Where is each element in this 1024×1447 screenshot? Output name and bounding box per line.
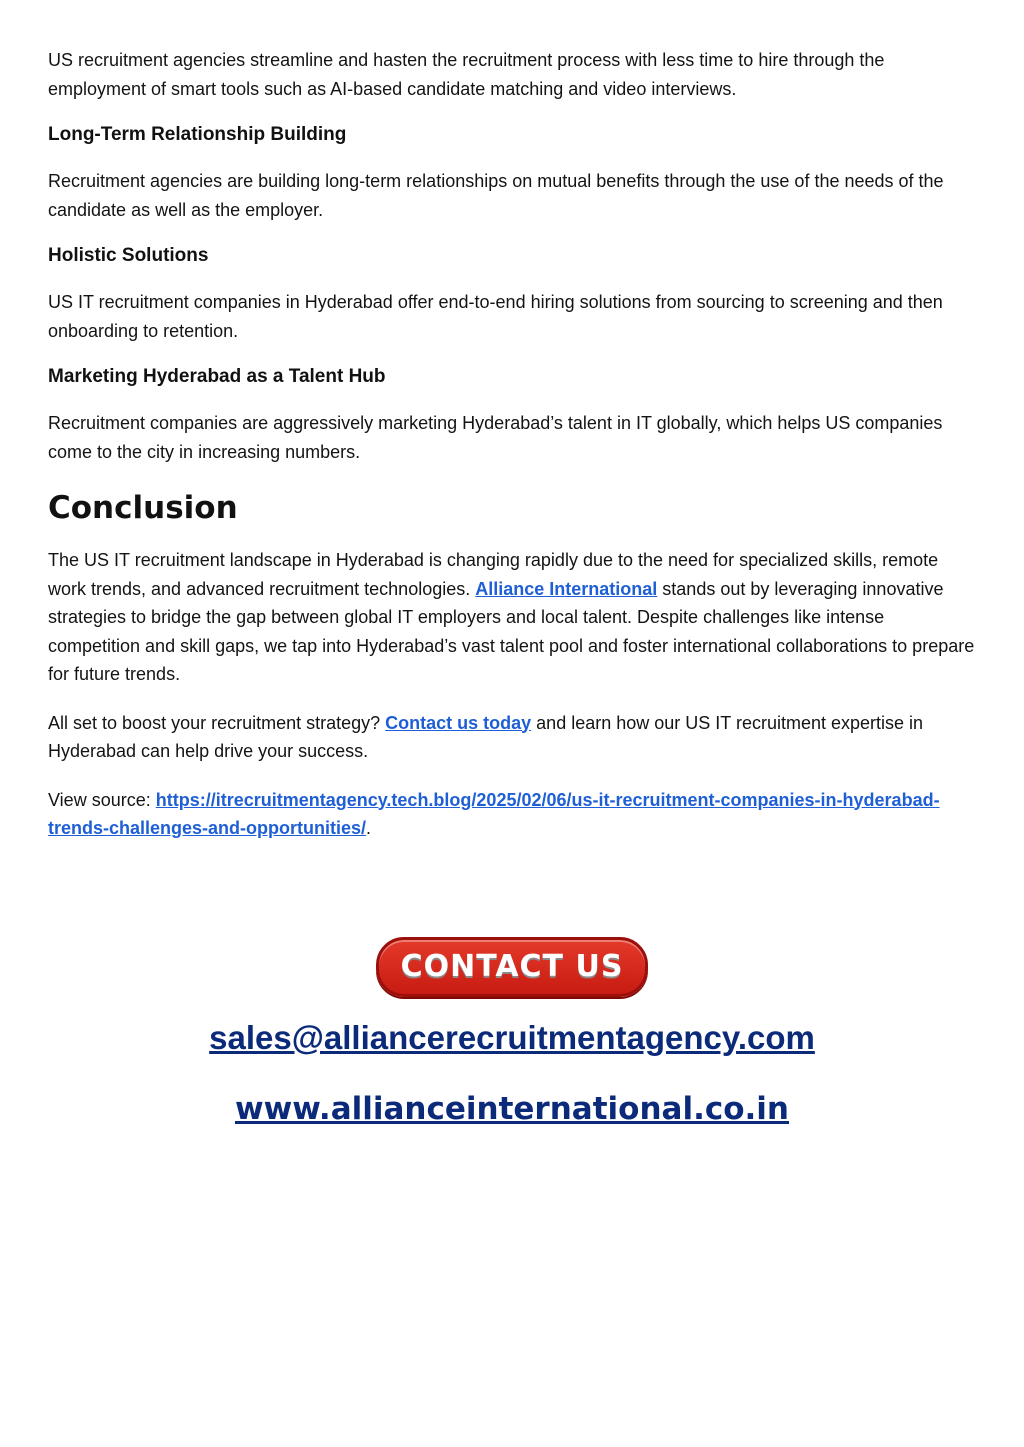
- source-url-link[interactable]: https://itrecruitmentagency.tech.blog/2025/02/06/us-it-recruitment-companies-in-hyderabad-trends-challenges-and-opportunities/: [48, 789, 940, 838]
- section-heading-talent-hub: Marketing Hyderabad as a Talent Hub: [48, 366, 386, 387]
- intro-paragraph: US recruitment agencies streamline and hasten the recruitment process with less time to hire through the employment of smart tools such as AI-based candidate matching and video interviews.: [48, 50, 885, 99]
- contact-us-banner: [0, 937, 1024, 997]
- section-text-talent-hub: Recruitment companies are aggressively marketing Hyderabad’s talent in IT globally, which helps US companies come to the city in increasing numbers.: [48, 413, 943, 462]
- conclusion-text-end: stands out by leveraging innovative strategies to bridge the gap between global IT employers and local talent. Despite challenges like intense competition and skill gaps, we tap into Hyderabad’s vast talent pool and foster international collaborations to prepare for future trends.: [48, 578, 975, 684]
- email-row: [0, 1019, 1024, 1057]
- cta-text-start: All set to boost your recruitment strategy?: [48, 712, 386, 733]
- website-row: [0, 1091, 1024, 1127]
- conclusion-text-start: The US IT recruitment landscape in Hyderabad is changing rapidly due to the need for specialized skills, remote work trends, and advanced recruitment technologies.: [48, 550, 939, 599]
- section-heading-relationship: Long-Term Relationship Building: [48, 124, 347, 145]
- source-paragraph: [48, 786, 976, 843]
- email-link[interactable]: sales@alliancerecruitmentagency.com: [209, 1019, 815, 1056]
- contact-us-button[interactable]: CONTACT US: [376, 937, 648, 997]
- cta-text-end: and learn how our US IT recruitment expertise in Hyderabad can help drive your success.: [48, 712, 924, 761]
- website-link[interactable]: www.allianceinternational.co.in: [235, 1091, 789, 1127]
- cta-paragraph: [48, 709, 976, 766]
- section-heading-holistic: Holistic Solutions: [48, 245, 209, 266]
- section-text-holistic: US IT recruitment companies in Hyderabad offer end-to-end hiring solutions from sourcing to screening and then onboarding to retention.: [48, 292, 943, 341]
- contact-us-today-link[interactable]: Contact us today: [385, 712, 532, 733]
- conclusion-heading: Conclusion: [48, 490, 238, 526]
- source-period: .: [366, 818, 372, 838]
- conclusion-paragraph: [48, 546, 976, 689]
- source-label: View source:: [48, 789, 156, 810]
- article-body: [48, 46, 976, 863]
- alliance-international-link[interactable]: Alliance International: [475, 578, 658, 599]
- section-text-relationship: Recruitment agencies are building long-term relationships on mutual benefits through the use of the needs of the candidate as well as the employer.: [48, 171, 944, 220]
